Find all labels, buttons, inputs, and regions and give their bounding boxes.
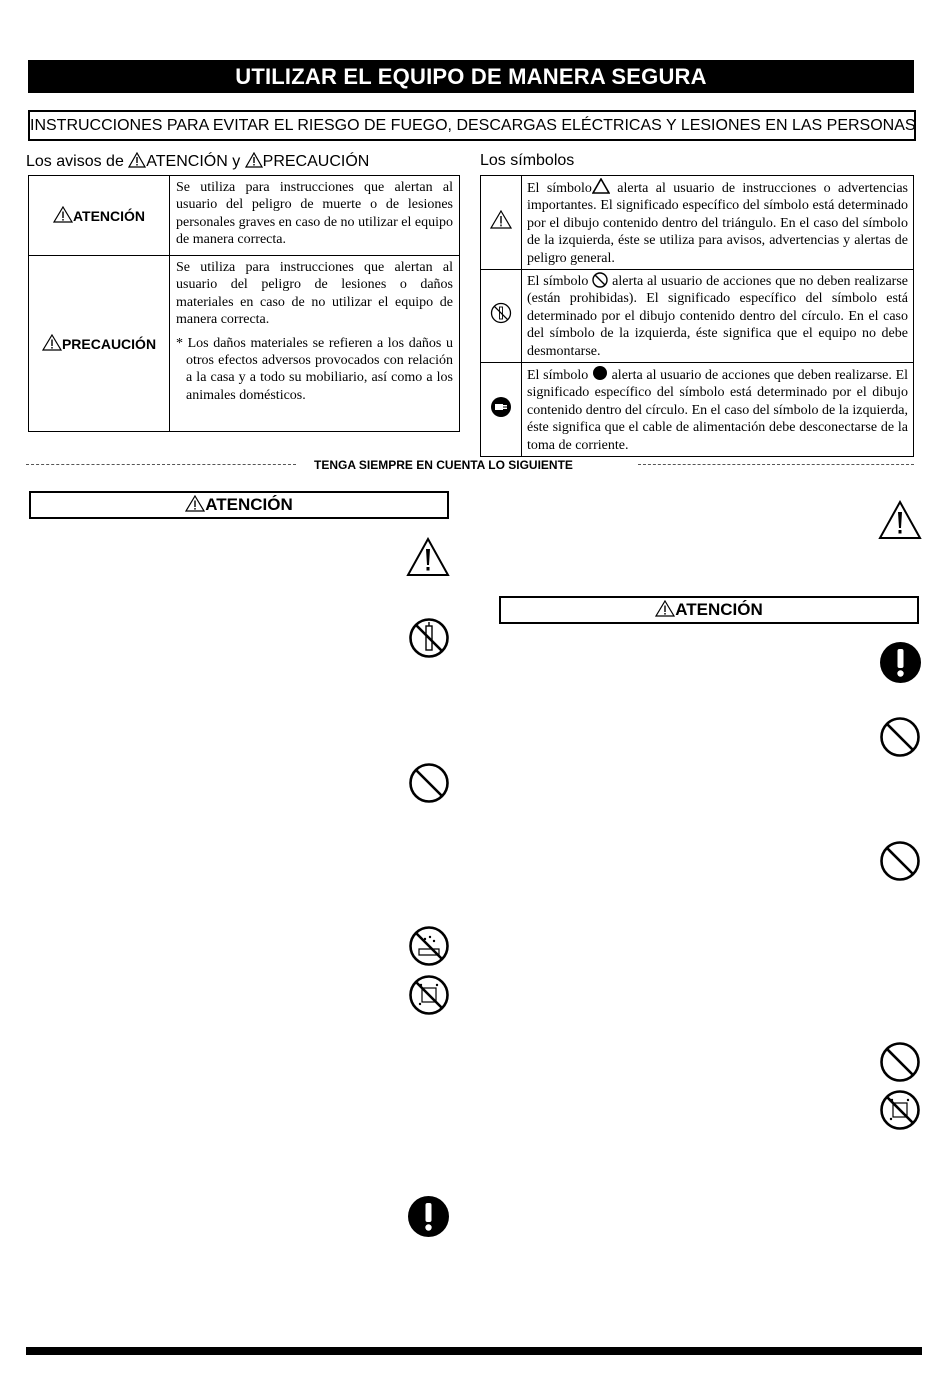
attention-label: ATENCIÓN [675, 600, 763, 619]
warning-row-atencion [29, 176, 460, 256]
footer-bar [26, 1347, 922, 1355]
warning-triangle-icon [490, 210, 512, 229]
warning-label-cell [29, 256, 170, 432]
page-subtitle: INSTRUCCIONES PARA EVITAR EL RIESGO DE FUEGO, DESCARGAS ELÉCTRICAS Y LESIONES EN LAS PERSONAS [28, 110, 916, 141]
symbol-prefix: El símbolo [527, 181, 592, 196]
warning-triangle-icon [42, 334, 62, 351]
warning-description: Se utiliza para instrucciones que alertan al usuario del peligro de muerte o de lesiones personales graves en caso de no utilizar el equipo de manera correcta. [170, 176, 460, 256]
warning-triangle-icon [655, 600, 675, 617]
prohibited-icon [879, 1041, 921, 1083]
warning-triangle-icon [53, 206, 73, 223]
heading-prefix: Los avisos de [26, 153, 129, 170]
symbols-table [480, 175, 914, 457]
unplug-icon [490, 396, 512, 418]
divider-line-right [638, 464, 914, 465]
symbol-description-cell [522, 176, 914, 270]
prohibited-icon [592, 272, 608, 288]
warning-triangle-icon [185, 495, 205, 512]
symbol-description-cell [522, 363, 914, 457]
warnings-heading [26, 152, 369, 171]
symbol-description-cell [522, 270, 914, 363]
warning-triangle-icon [406, 537, 450, 577]
prohibited-icon [879, 840, 921, 882]
warnings-table [28, 175, 460, 432]
no-disassemble-icon [490, 302, 512, 324]
warning-triangle-icon [128, 152, 146, 168]
warning-description: Se utiliza para instrucciones que alertan al usuario del peligro de lesiones o daños materiales en caso de no utilizar el equipo de manera correcta. [176, 260, 453, 328]
symbol-description: alerta al usuario de acciones que no deben realizarse (están prohibidas). El significado específico del símbolo está determinado por el dibujo contenido dentro del círculo. En el caso del símbolo de la izquierda, éste significa que el equipo no debe desmontarse. [527, 274, 909, 359]
symbols-heading: Los símbolos [480, 152, 575, 169]
symbol-description: alerta al usuario de acciones que deben realizarse. El significado específico del símbolo está determinado por el dibujo contenido dentro del círculo. En el caso del símbolo de la izquierda, éste significa que el cable de alimentación debe desconectarse de la toma de corriente. [527, 368, 909, 453]
warning-label: PRECAUCIÓN [61, 335, 157, 352]
mandatory-icon [879, 641, 922, 684]
warning-label-cell [29, 176, 170, 256]
heading-precaucion: PRECAUCIÓN [262, 153, 370, 170]
symbol-prefix: El símbolo [527, 274, 589, 290]
prohibited-icon [408, 762, 450, 804]
no-wet-icon [879, 1089, 921, 1131]
warning-label: ATENCIÓN [72, 207, 146, 224]
symbol-icon-cell [481, 363, 522, 457]
warning-triangle-icon [245, 152, 263, 168]
divider-line-left [26, 464, 296, 465]
heading-y: y [227, 153, 245, 170]
attention-box-right [499, 596, 919, 624]
warning-description-cell [170, 256, 460, 432]
mandatory-icon [407, 1195, 450, 1238]
attention-box-left [29, 491, 449, 519]
symbol-row [481, 270, 914, 363]
symbol-icon-cell [481, 176, 522, 270]
heading-atencion: ATENCIÓN [146, 153, 228, 170]
no-wet-icon [408, 974, 450, 1016]
no-disassemble-icon [408, 617, 450, 659]
triangle-outline-icon [592, 178, 610, 194]
warning-note: * Los daños materiales se refieren a los daños u otros efectos adversos provocados con relación a la casa y a todo su mobiliario, así como a los animales domésticos. [176, 335, 453, 403]
mandatory-dot-icon [592, 365, 608, 381]
symbol-description: alerta al usuario de instrucciones o advertencias importantes. El significado específico del símbolo está determinado por el dibujo contenido dentro del triángulo. En el caso del símbolo de la izquierda, éste se utiliza para avisos, advertencias y alertas de peligro general. [527, 181, 908, 266]
warning-row-precaucion [29, 256, 460, 432]
symbol-prefix: El símbolo [527, 368, 589, 384]
symbol-row [481, 176, 914, 270]
warning-triangle-icon [878, 500, 922, 540]
prohibited-icon [879, 716, 921, 758]
symbol-row [481, 363, 914, 457]
no-water-icon [408, 925, 450, 967]
symbol-icon-cell [481, 270, 522, 363]
divider-text: TENGA SIEMPRE EN CUENTA LO SIGUIENTE [314, 458, 573, 472]
page-title: UTILIZAR EL EQUIPO DE MANERA SEGURA [28, 60, 914, 93]
attention-label: ATENCIÓN [205, 495, 293, 514]
